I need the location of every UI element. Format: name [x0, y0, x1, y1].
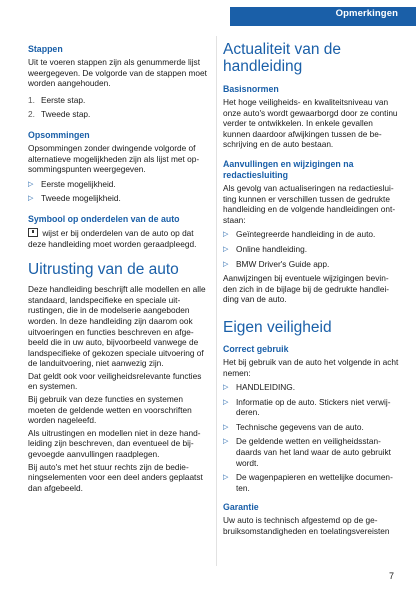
manual-symbol-icon — [28, 228, 38, 237]
list-item-label: Informatie op de auto. Stickers niet verwijderen. — [236, 396, 391, 418]
list-item-label: De wagenpapieren en wettelijke documenten. — [236, 472, 393, 493]
basisnormen-heading: Basisnormen — [223, 84, 279, 94]
bullet-list — [28, 179, 210, 204]
list-item — [223, 244, 399, 255]
list-item — [223, 472, 399, 493]
aanvullingen-text: Als gevolg van actualiseringen na redactiesluiting kunnen er verschillen tussen de gedrukte handleiding en de volgende handleidingen ontstaan: — [223, 182, 396, 225]
triangle-bullet-icon: ▷ — [223, 423, 229, 431]
list-item — [223, 259, 399, 270]
list-item — [223, 422, 399, 433]
steps-list — [28, 95, 210, 120]
uitrusting-p4: Als uitrustingen en modellen niet in deze handleiding zijn beschreven, dan eventueel de bijgevoegde aanvullingen raadplegen. — [28, 427, 201, 460]
left-column — [28, 36, 210, 493]
list-item-label: Online handleiding. — [236, 243, 308, 254]
uitrusting-p3: Bij gebruik van deze functies en systemen moeten de geldende wetten en voorschriften worden nageleefd. — [28, 394, 192, 426]
aanvullingen-closing: Aanwijzingen bij eventuele wijzigingen bevinden zich in de bijlage bij de gedrukte handleiding van de auto. — [223, 273, 390, 305]
step-number: 1. — [28, 94, 35, 105]
uitrusting-p5: Bij auto's met het stuur rechts zijn de bedieningselementen voor een deel anders geplaatst dan afgebeeld. — [28, 461, 203, 493]
stappen-heading: Stappen — [28, 44, 63, 54]
basisnormen-text: Het hoge veiligheids- en kwaliteitsniveau van onze auto's wordt gewaarborgd door ze continu verder te ontwikkelen. In enkele gevallen kunnen daardoor afwijkingen tussen de beschrijving en de auto bestaan. — [223, 97, 398, 150]
triangle-bullet-icon: ▷ — [223, 398, 229, 406]
actualiteit-heading: Actualiteit van de handleiding — [223, 41, 342, 75]
triangle-bullet-icon: ▷ — [28, 180, 34, 188]
list-item — [223, 436, 399, 468]
uitrusting-heading: Uitrusting van de auto — [28, 261, 179, 279]
opsommingen-heading: Opsommingen — [28, 129, 90, 140]
list-item-label: De geldende wetten en veiligheidsstandaards van het land waar de auto gebruikt wordt. — [236, 436, 391, 468]
step-item — [28, 95, 210, 106]
list-item-label: Tweede mogelijkheid. — [41, 193, 121, 204]
opsommingen-text: Opsommingen zonder dwingende volgorde of alternatieve mogelijkheden zijn als lijst met opsommingspunten weergegeven. — [28, 142, 200, 175]
stappen-text: Uit te voeren stappen zijn als genummerde lijst weergegeven. De volgorde van de stappen moet worden aangehouden. — [28, 57, 207, 89]
list-item — [223, 382, 399, 393]
uitrusting-p1: Deze handleiding beschrijft alle modellen en alle standaard, landspecifieke en speciale uitrustingen, die in de modelserie aangeboden worden. In deze handleiding zijn daarom ook uitvoeringen en functies beschreven en afgebeeld die in uw auto, bijvoorbeeld vanwege de landspecifieke of gekozen speciale uitvoering of de landuitvoering, niet aanwezig zijn. — [28, 284, 206, 369]
triangle-bullet-icon: ▷ — [223, 245, 229, 253]
list-item-label: HANDLEIDING. — [236, 382, 296, 393]
garantie-text: Uw auto is technisch afgestemd op de gebruiksomstandigheden en toelatingsvereisten — [223, 515, 390, 537]
step-label: Eerste stap. — [41, 94, 86, 105]
garantie-heading: Garantie — [223, 502, 259, 513]
triangle-bullet-icon: ▷ — [223, 384, 229, 392]
aanvullingen-heading: Aanvullingen en wijzigingen na redactiesluiting — [223, 158, 354, 180]
uitrusting-p2: Dat geldt ook voor veiligheidsrelevante functies en systemen. — [28, 370, 202, 392]
step-number: 2. — [28, 109, 35, 120]
correct-heading: Correct gebruik — [223, 343, 289, 354]
page-header — [0, 0, 416, 26]
triangle-bullet-icon: ▷ — [223, 474, 229, 482]
list-item-label: Technische gegevens van de auto. — [236, 421, 364, 432]
handleiding-list — [223, 229, 399, 269]
step-item — [28, 109, 210, 120]
header-title: Opmerkingen — [335, 8, 398, 19]
symbool-paragraph — [28, 228, 210, 249]
symbool-text: wijst er bij onderdelen van de auto op dat deze handleiding moet worden geraadpleegd. — [28, 227, 197, 249]
triangle-bullet-icon: ▷ — [223, 231, 229, 239]
triangle-bullet-icon: ▷ — [223, 438, 229, 446]
right-column — [223, 36, 399, 537]
step-label: Tweede stap. — [41, 109, 91, 120]
list-item — [223, 397, 399, 418]
triangle-bullet-icon: ▷ — [28, 195, 34, 203]
list-item-label: BMW Driver's Guide app. — [236, 258, 330, 269]
list-item — [28, 193, 210, 204]
triangle-bullet-icon: ▷ — [223, 260, 229, 268]
list-item — [223, 229, 399, 240]
list-item — [28, 179, 210, 190]
list-item-label: Geïntegreerde handleiding in de auto. — [236, 229, 376, 240]
list-item-label: Eerste mogelijkheid. — [41, 178, 116, 189]
page-number: 7 — [388, 571, 394, 581]
veiligheid-heading: Eigen veiligheid — [223, 318, 332, 336]
symbool-heading: Symbool op onderdelen van de auto — [28, 213, 180, 224]
correct-list — [223, 382, 399, 493]
correct-text: Het bij gebruik van de auto het volgende in acht nemen: — [223, 356, 399, 378]
